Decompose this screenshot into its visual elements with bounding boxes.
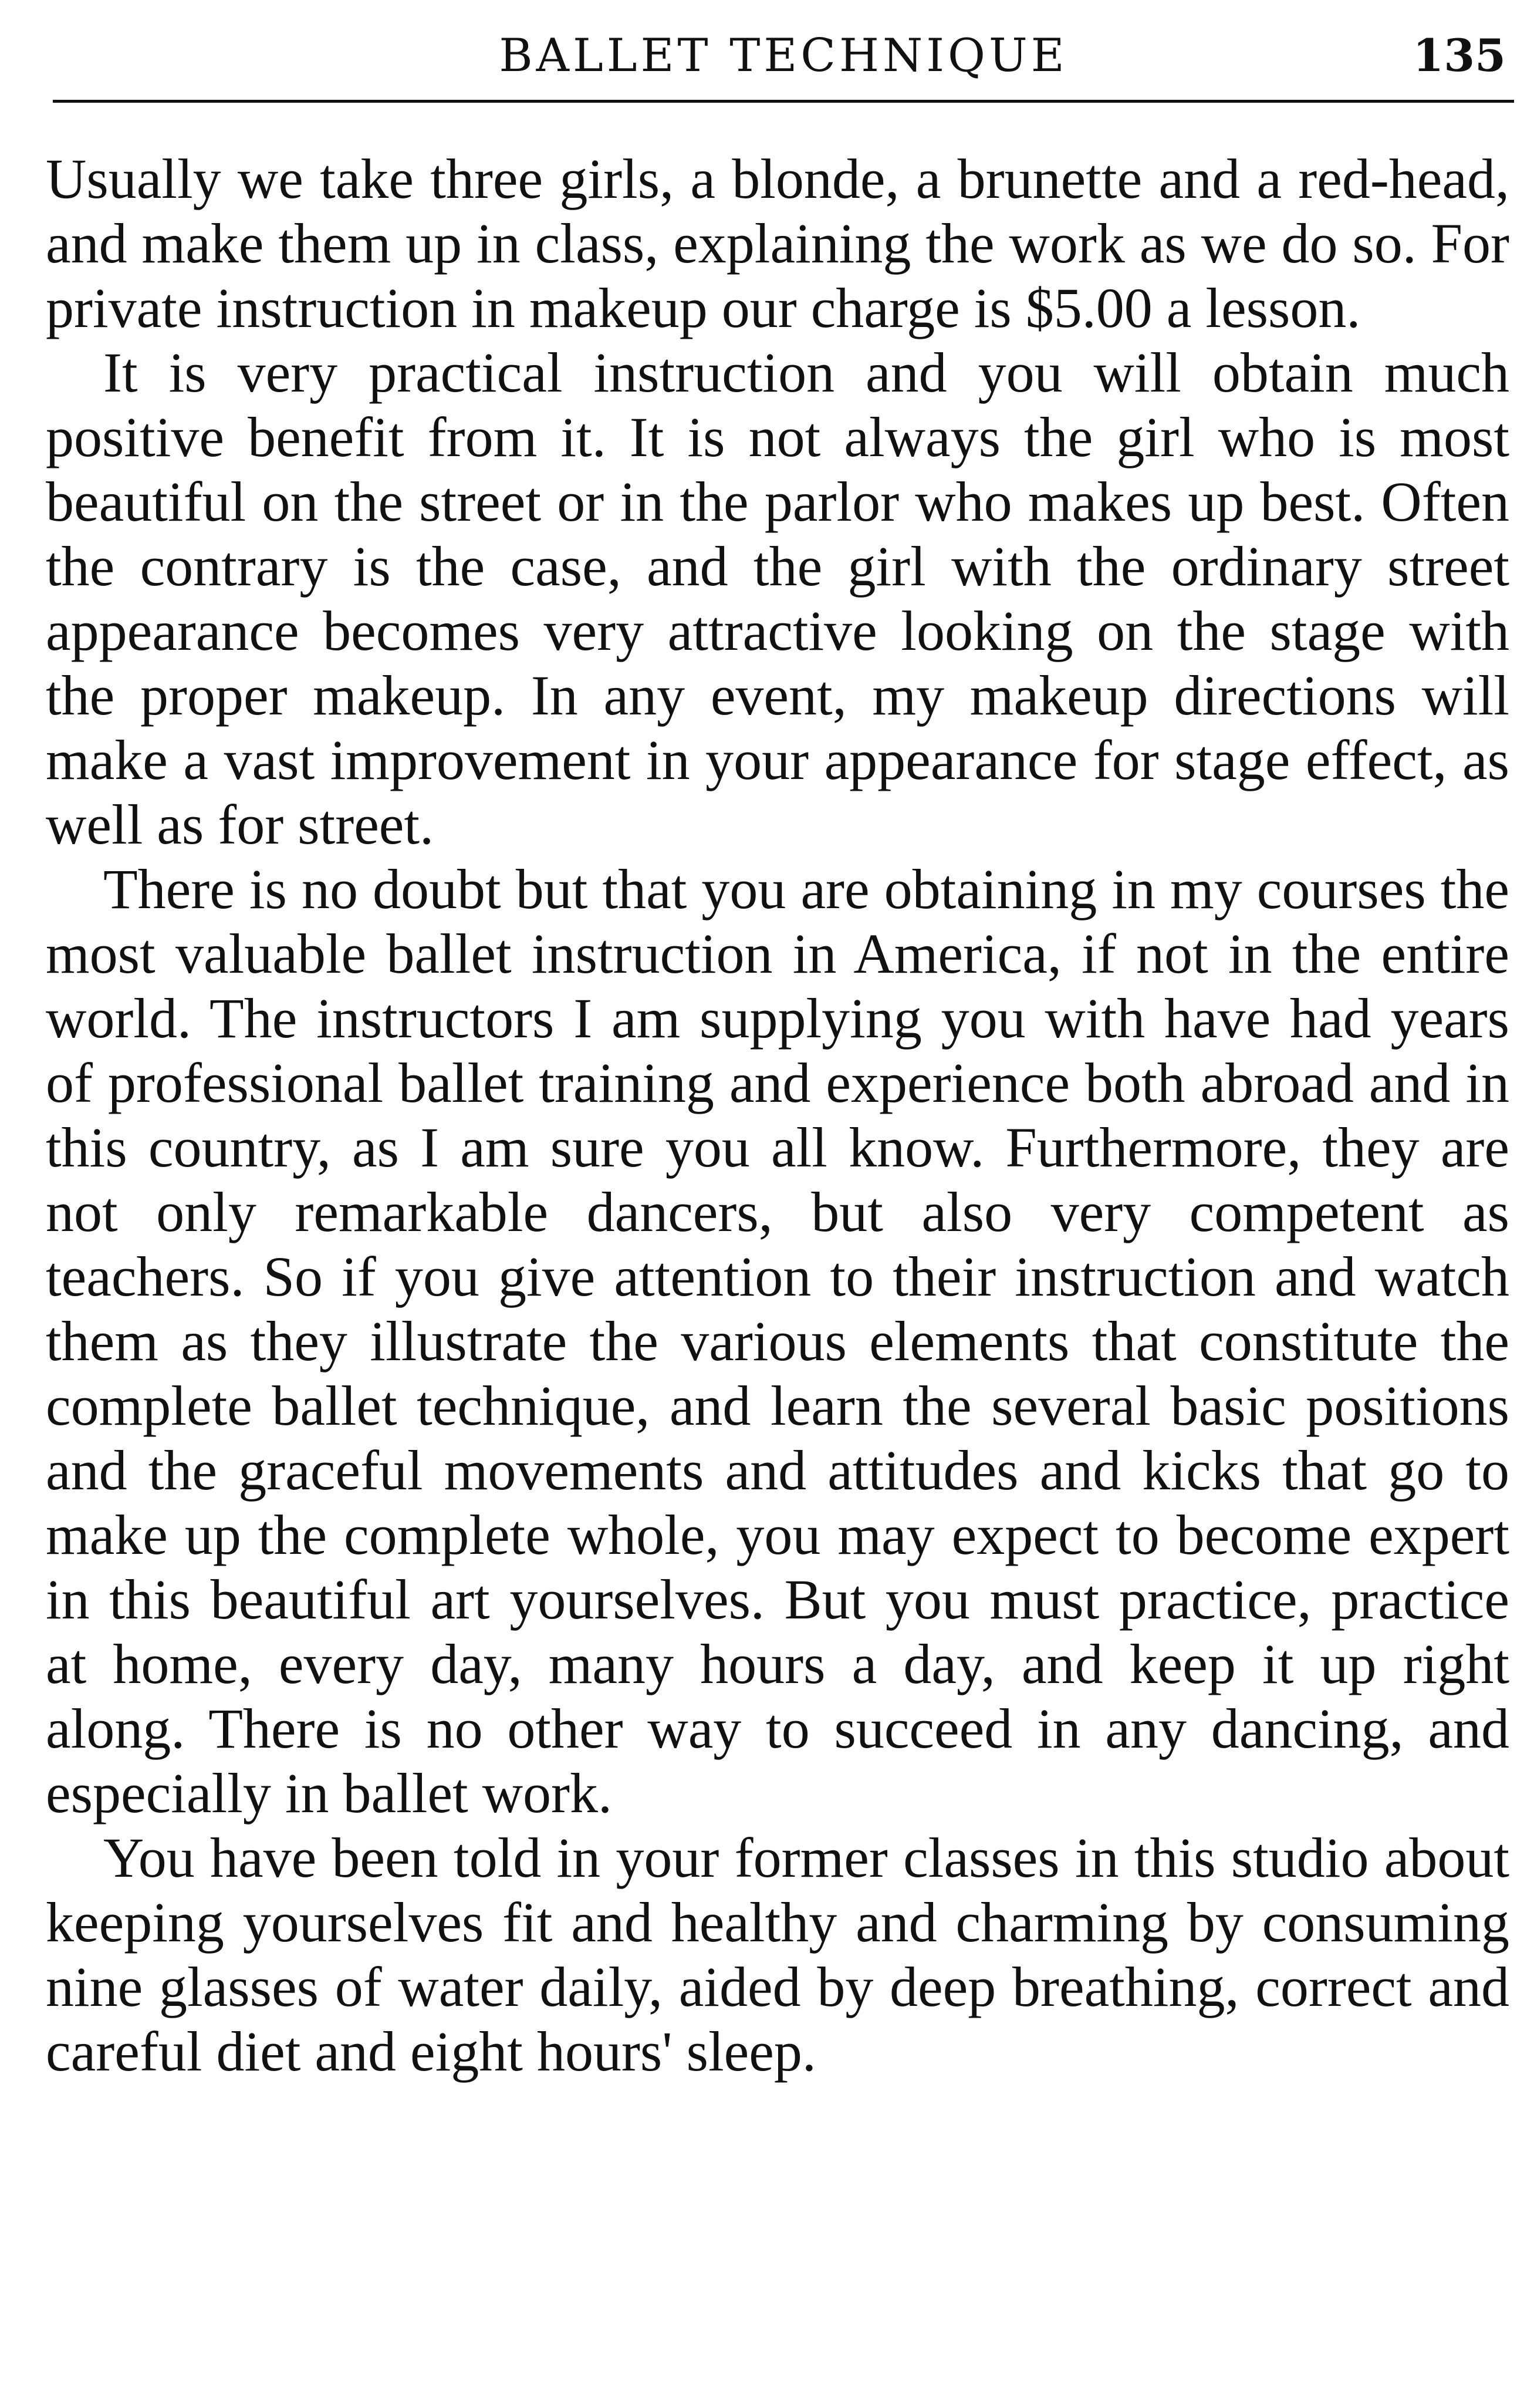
page-header bbox=[53, 23, 1514, 100]
header-rule bbox=[53, 100, 1514, 103]
paragraph-health-advice: You have been told in your former classes in this studio about keeping yourselves fit and healthy and charming by consuming nine glasses of water daily, aided by deep breathing, correct and careful diet and eight hours' sleep. bbox=[46, 1826, 1509, 2083]
paragraph-makeup-class: Usually we take three girls, a blonde, a brunette and a red-head, and make them up in class, explaining the work as we do so. For private instruction in makeup our charge is $5.00 a lesson. bbox=[46, 147, 1509, 339]
paragraph-makeup-benefit: It is very practical instruction and you will obtain much positive benefit from it. It is not always the girl who is most beautiful on the street or in the parlor who makes up best. Often the contrary is the case, and the girl with the ordinary street appearance becomes very attractive looking on the stage with the proper makeup. In any event, my makeup directions will make a vast improvement in your appearance for stage effect, as well as for street. bbox=[46, 341, 1509, 856]
page-number: 135 bbox=[1413, 29, 1506, 82]
paragraph-ballet-instruction: There is no doubt but that you are obtaining in my courses the most valuable ballet instruction in America, if not in the entire world. The instructors I am supplying you with have had years of professional ballet training and experience both abroad and in this country, as I am sure you all know. Furthermore, they are not only remarkable dancers, but also very competent as teachers. So if you give attention to their instruction and watch them as they illustrate the various elements that constitute the complete ballet technique, and learn the several basic positions and the graceful movements and attitudes and kicks that go to make up the complete whole, you may expect to become expert in this beautiful art yourselves. But you must practice, practice at home, every day, many hours a day, and keep it up right along. There is no other way to succeed in any dancing, and especially in ballet work. bbox=[46, 858, 1509, 1824]
body-text bbox=[46, 147, 1509, 2084]
running-title: BALLET TECHNIQUE bbox=[499, 29, 1068, 82]
